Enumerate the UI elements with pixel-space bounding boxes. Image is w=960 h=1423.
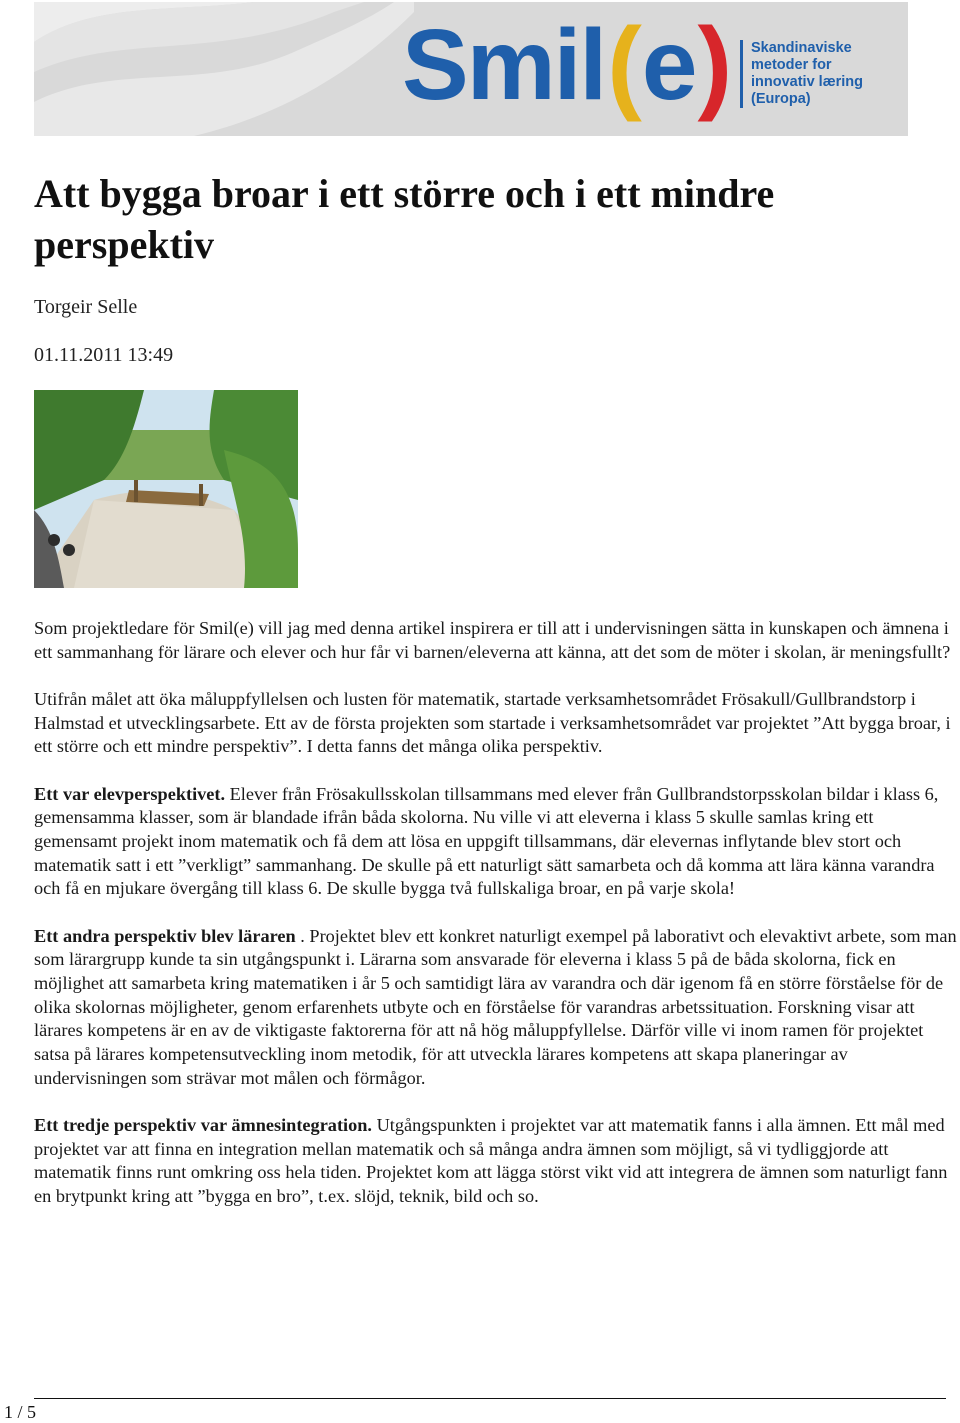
paragraph-lead: Ett tredje perspektiv var ämnesintegration. [34,1114,372,1135]
paragraph-text: . Projektet blev ett konkret naturligt exempel på laborativt och elevaktivt arbete, som man som lärargrupp kunde ta sin utgångspunkt i. Lärarna som ansvarade för eleverna i klass 5 på de båda skolorna, fick en möjlighet att samarbeta kring matematiken i år 5 och samtidigt lära av varandra och där igenom få en större förståelse för de olika skolornas möjligheter, genom erfarenhets utbyte och en förståelse för varandras arbetssituation. Forskning visar att lärares kompetens är en av de viktigaste faktorerna för att nå hög måluppfyllelse. Därför ville vi inom ramen för projektet satsa på lärares kompetensutveckling inom metodik, för att utveckla lärares kompetens att skapa planeringar av undervisningen som strävar mot målen och förmågor. [34,925,957,1088]
paragraph-text: Elever från Frösakullsskolan tillsammans med elever från Gullbrandstorpsskolan bildar i klass 6, gemensamma klasser, som är blandade ifrån båda skolorna. Nu ville vi att eleverna i klass 5 skulle samlas kring ett gemensamt projekt inom matematik och få dem att lösa en uppgift tillsammans, där elevernas inflytande blev stort och matematik satt i ett ”verkligt” sammanhang. De skulle på ett naturligt sätt samarbeta och då komma att lära känna varandra och få en mjukare övergång till klass 6. De skulle bygga två fullskaliga broar, en på varje skola! [34,783,939,899]
header-banner [34,2,908,136]
tagline-line: Skandinaviske [751,40,852,56]
logo-paren-close: ) [697,7,733,123]
article-author: Torgeir Selle [34,296,138,318]
playground-bridge-photo [34,390,298,588]
paragraph-lead: Ett andra perspektiv blev läraren [34,925,296,946]
logo-paren-open: ( [607,7,642,123]
logo-tagline [740,40,908,108]
paragraph-text: Utifrån målet att öka måluppfyllelsen och lusten för matematik, startade verksamhetsområdet Frösakull/Gullbrandstorp i Halmstad et utvecklingsarbete. Ett av de första projekten som startade i verksamhetsområdet var projektet ”Att bygga broar, i ett större och ett mindre perspektiv”. I detta fanns det många olika perspektiv. [34,688,951,757]
tagline-line: (Europa) [751,91,811,107]
paragraph [34,617,958,664]
banner-swoosh-decoration [34,2,414,136]
paragraph-lead: Ett var elevperspektivet. [34,783,226,804]
paragraph [34,925,958,1091]
paragraph [34,783,958,902]
smile-logo [402,7,733,123]
article-body [34,617,958,1232]
logo-word: Smil [402,9,606,121]
paragraph [34,688,958,759]
paragraph-text: Som projektledare för Smil(e) vill jag med denna artikel inspirera er till att i undervisningen sätta in kunskapen och ämnena i ett sammanhang för lärare och elever och hur får vi barnen/eleverna att känna, att det som de möter i skolan, är meningsfullt? [34,618,951,662]
article-title: Att bygga broar i ett större och i ett mindre perspektiv [34,171,775,267]
paragraph-text: Utgångspunkten i projektet var att matematik fanns i alla ämnen. Ett mål med projektet var att finna en integration mellan matematik och så många andra ämnen som möjligt, så vi tydliggjorde att matematik finns runt omkring oss hela tiden. Projektet kom att lägga störst vikt vid att integrera de ämnen som naturligt fann en brytpunkt kring att ”bygga en bro”, t.ex. slöjd, teknik, bild och so. [34,1114,948,1207]
article-date: 01.11.2011 13:49 [34,344,174,366]
tagline-line: innovativ læring [751,74,863,90]
tagline-line: metoder for [751,57,832,73]
logo-e: e [641,9,698,121]
footer-divider [34,1398,946,1399]
page-number: 1 / 5 [4,1402,37,1422]
paragraph [34,1114,958,1209]
